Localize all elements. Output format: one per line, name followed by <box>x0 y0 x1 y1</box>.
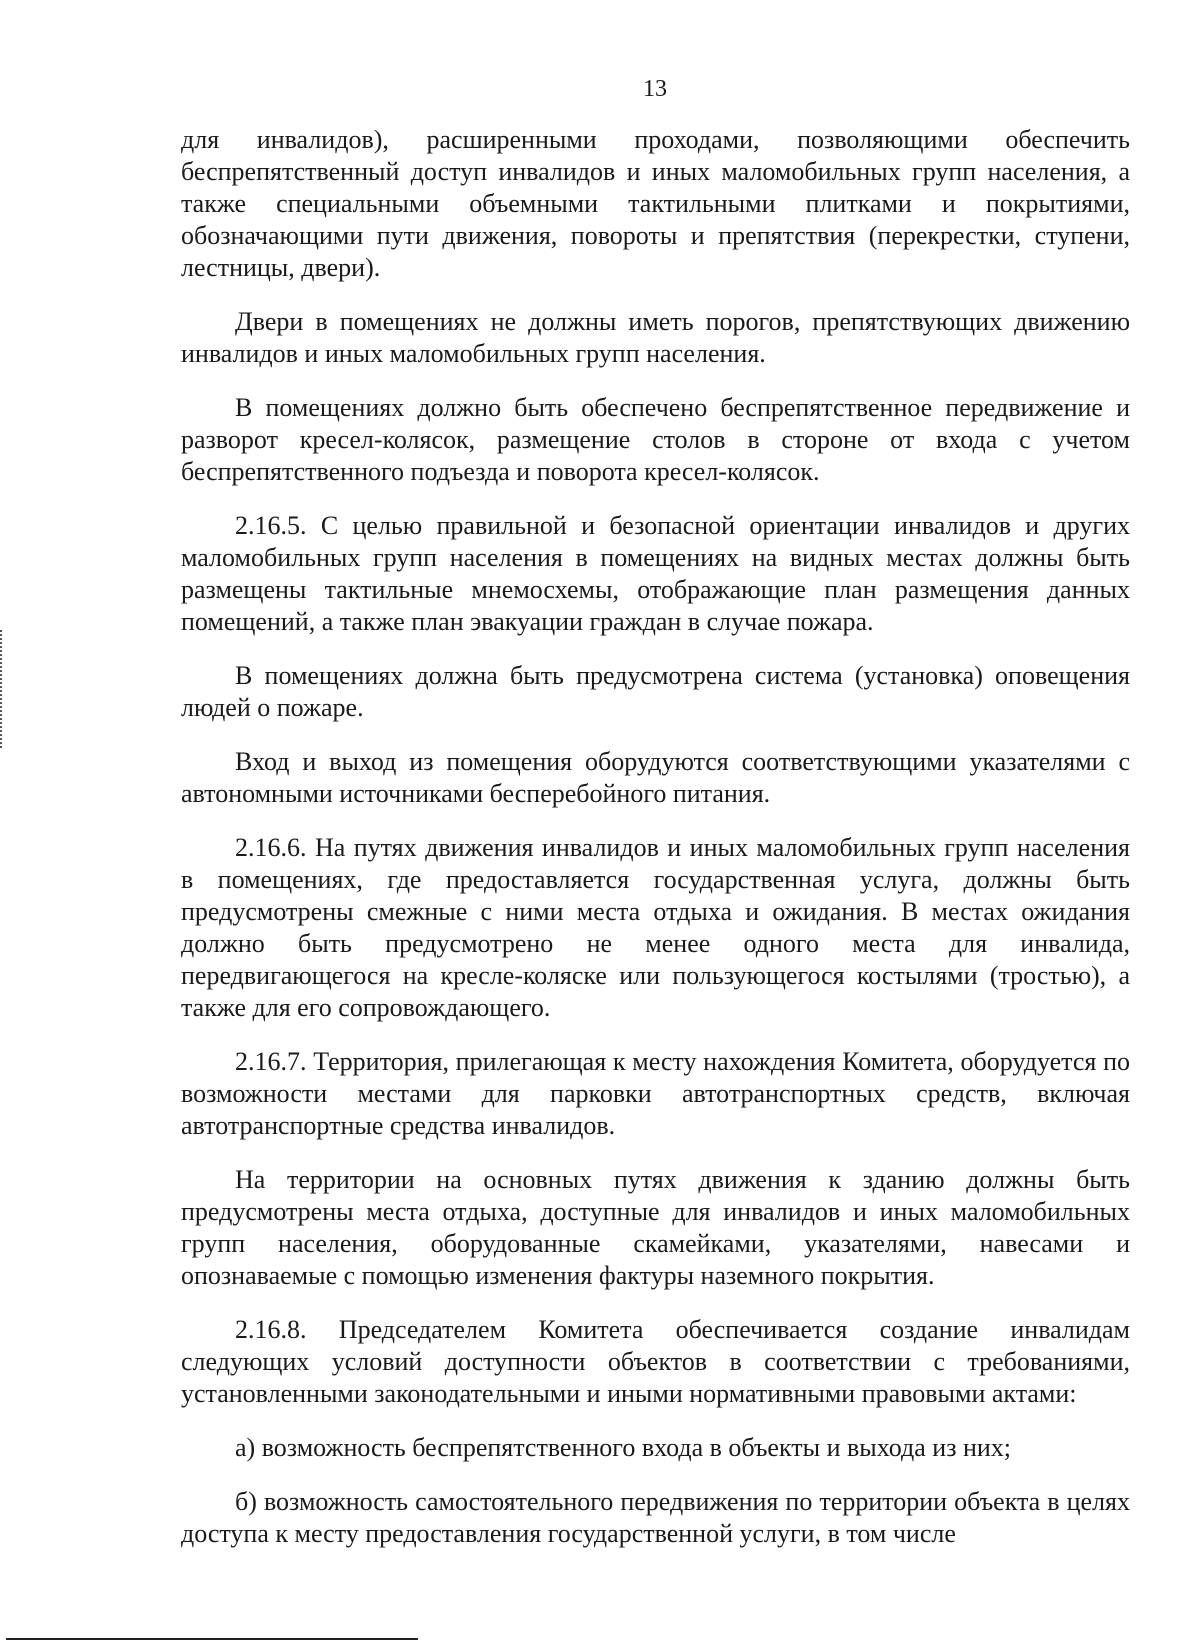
footer-rule <box>6 1638 418 1640</box>
paragraph-territory: На территории на основных путях движения к зданию должны быть предусмотрены места отдыха, доступные для инвалидов и иных маломобильных групп населения, оборудованные скамейками, указателями, навесами и опознаваемые с помощью изменения фактуры наземного покрытия. <box>181 1165 1130 1290</box>
paragraph-2-16-6: 2.16.6. На путях движения инвалидов и иных маломобильных групп населения в помещениях, где предоставляется государственная услуга, должны быть предусмотрены смежные с ними места отдыха и ожидания. В местах ожидания должно быть предусмотрено не менее одного места для инвалида, передвигающегося на кресле-коляске или пользующегося костылями (тростью), а также для его сопровождающего. <box>181 833 1130 1022</box>
paragraph-fire-alert: В помещениях должна быть предусмотрена система (установка) оповещения людей о пожаре. <box>181 661 1130 722</box>
paragraph-2-16-8: 2.16.8. Председателем Комитета обеспечивается создание инвалидам следующих условий доступности объектов в соответствии с требованиями, установленными законодательными и иными нормативными правовыми актами: <box>181 1315 1130 1408</box>
list-item-a: а) возможность беспрепятственного входа в объекты и выхода из них; <box>235 1433 1012 1462</box>
paragraph-2-16-5: 2.16.5. С целью правильной и безопасной ориентации инвалидов и других маломобильных групп населения в помещениях на видных местах должны быть размещены тактильные мнемосхемы, отображающие план размещения данных помещений, а также план эвакуации граждан в случае пожара. <box>181 511 1130 636</box>
paragraph-continuation: для инвалидов), расширенными проходами, позволяющими обеспечить беспрепятственный доступ инвалидов и иных маломобильных групп населения, а также специальными объемными тактильными плитками и покрытиями, обозначающими пути движения, повороты и препятствия (перекрестки, ступени, лестницы, двери). <box>181 125 1130 282</box>
list-item-b: б) возможность самостоятельного передвижения по территории объекта в целях доступа к месту предоставления государственной услуги, в том числе <box>181 1487 1130 1548</box>
paragraph-2-16-7: 2.16.7. Территория, прилегающая к месту нахождения Комитета, оборудуется по возможности местами для парковки автотранспортных средств, включая автотранспортные средства инвалидов. <box>181 1047 1130 1140</box>
page-number: 13 <box>643 76 667 102</box>
paragraph-doors: Двери в помещениях не должны иметь порогов, препятствующих движению инвалидов и иных маломобильных групп населения. <box>181 307 1130 368</box>
paragraph-wheelchair-movement: В помещениях должно быть обеспечено беспрепятственное передвижение и разворот кресел-колясок, размещение столов в стороне от входа с учетом беспрепятственного подъезда и поворота кресел-колясок. <box>181 393 1130 486</box>
scan-edge-mark <box>0 630 5 748</box>
document-body <box>181 124 1130 1572</box>
paragraph-entrance-exit: Вход и выход из помещения оборудуются соответствующими указателями с автономными источниками бесперебойного питания. <box>181 747 1130 808</box>
